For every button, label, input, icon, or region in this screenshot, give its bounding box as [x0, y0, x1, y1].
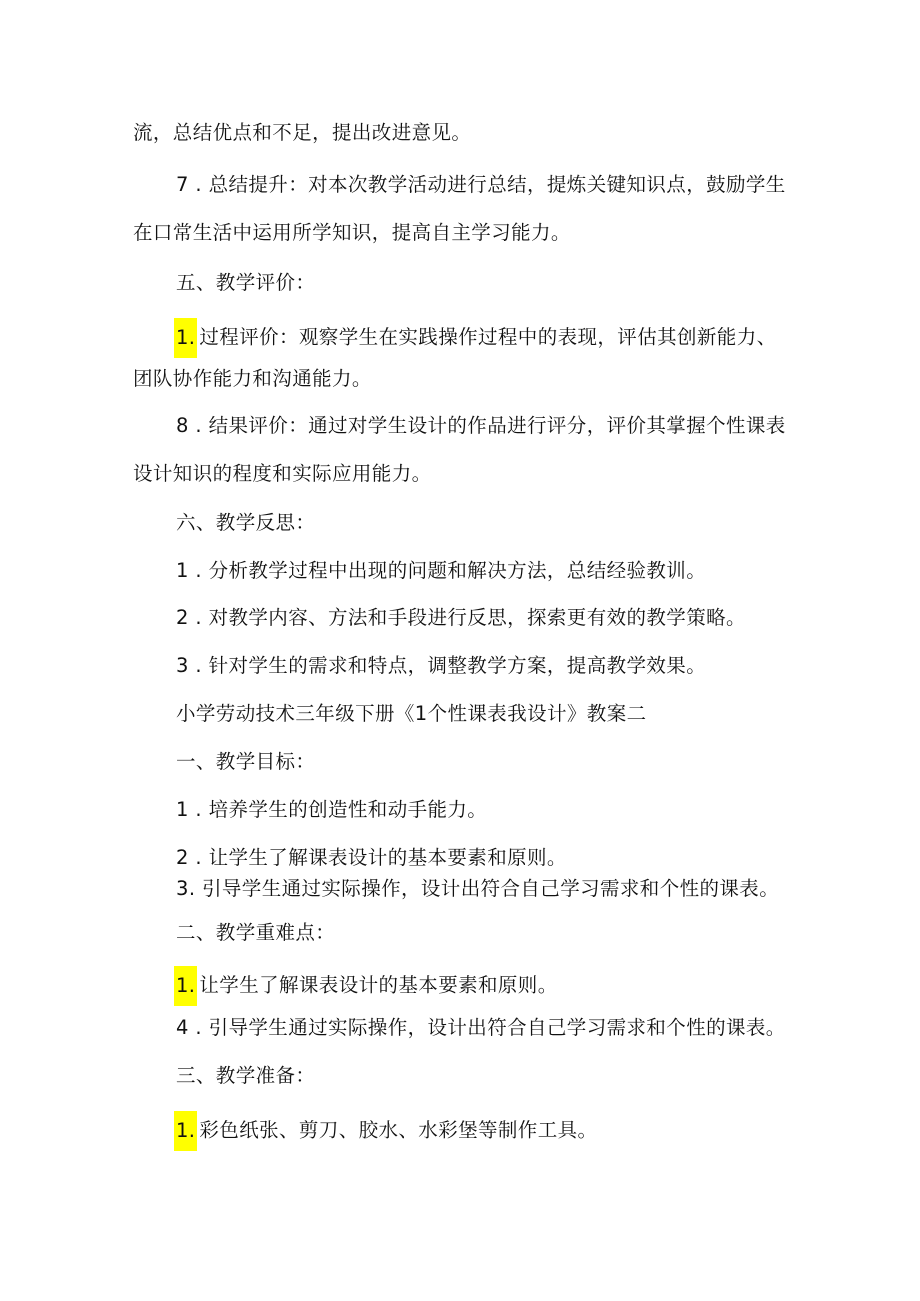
line-text: . 总结提升：对本次教学活动进行总结，提炼关键知识点，鼓励学生 [188, 173, 786, 196]
line-text: 设计知识的程度和实际应用能力。 [133, 462, 432, 485]
highlighted-list-number: 1. [174, 1111, 197, 1151]
list-number: 3 [176, 654, 189, 677]
section-heading [176, 749, 315, 775]
list-number: 7 [176, 173, 189, 196]
list-item [176, 172, 786, 198]
list-item [174, 1111, 597, 1151]
line-text: . 引导学生通过实际操作，设计出符合自己学习需求和个性的课表。 [188, 1016, 786, 1039]
section-heading [176, 1063, 315, 1089]
line-text: . 让学生了解课表设计的基本要素和原则。 [188, 846, 567, 869]
line-text: . 对教学内容、方法和手段进行反思，探索更有效的教学策略。 [188, 606, 746, 629]
list-item [174, 966, 558, 1006]
list-item [176, 797, 487, 823]
paragraph-line [133, 461, 432, 487]
line-text: 在口常生活中运用所学知识，提高自主学习能力。 [133, 221, 571, 244]
list-item [176, 845, 567, 871]
line-text: 一、教学目标： [176, 750, 316, 773]
list-number: 1 [176, 559, 189, 582]
line-text: 团队协作能力和沟通能力。 [133, 367, 372, 390]
line-text: 彩色纸张、剪刀、胶水、水彩堡等制作工具。 [199, 1118, 598, 1142]
list-item [176, 1015, 786, 1041]
line-text: 小学劳动技术三年级下册《1个性课表我设计》教案二 [176, 702, 647, 725]
paragraph-line [133, 220, 571, 246]
list-item [176, 558, 706, 584]
list-item [174, 318, 777, 358]
highlighted-list-number: 1. [174, 966, 197, 1006]
list-item [176, 605, 746, 631]
section-heading [176, 270, 315, 296]
list-number: 4 [176, 1016, 189, 1039]
line-text: . 引导学生通过实际操作，设计出符合自己学习需求和个性的课表。 [188, 877, 780, 900]
list-item [176, 876, 779, 902]
line-text: . 针对学生的需求和特点，调整教学方案，提高教学效果。 [188, 654, 707, 677]
line-text: 二、教学重难点： [176, 921, 336, 944]
line-text: 五、教学评价： [176, 271, 316, 294]
list-number: 2 [176, 846, 189, 869]
line-text: . 结果评价：通过对学生设计的作品进行评分，评价其掌握个性课表 [188, 414, 786, 437]
list-item [176, 413, 786, 439]
line-text: 流，总结优点和不足，提出改进意见。 [133, 121, 472, 144]
line-text: . 分析教学过程中出现的问题和解决方法，总结经验教训。 [188, 559, 707, 582]
document-subtitle [176, 701, 647, 727]
section-heading [176, 510, 315, 536]
paragraph-line [133, 120, 471, 146]
list-item [176, 653, 706, 679]
paragraph-line [133, 366, 372, 392]
line-text: 六、教学反思： [176, 511, 316, 534]
list-number: 3 [176, 877, 189, 900]
line-text: . 培养学生的创造性和动手能力。 [188, 798, 488, 821]
section-heading [176, 920, 335, 946]
list-number: 1 [176, 798, 189, 821]
line-text: 三、教学准备： [176, 1064, 316, 1087]
line-text: 让学生了解课表设计的基本要素和原则。 [199, 973, 558, 997]
list-number: 2 [176, 606, 189, 629]
highlighted-list-number: 1. [174, 318, 197, 358]
line-text: 过程评价：观察学生在实践操作过程中的表现，评估其创新能力、 [199, 325, 777, 349]
list-number: 8 [176, 414, 189, 437]
